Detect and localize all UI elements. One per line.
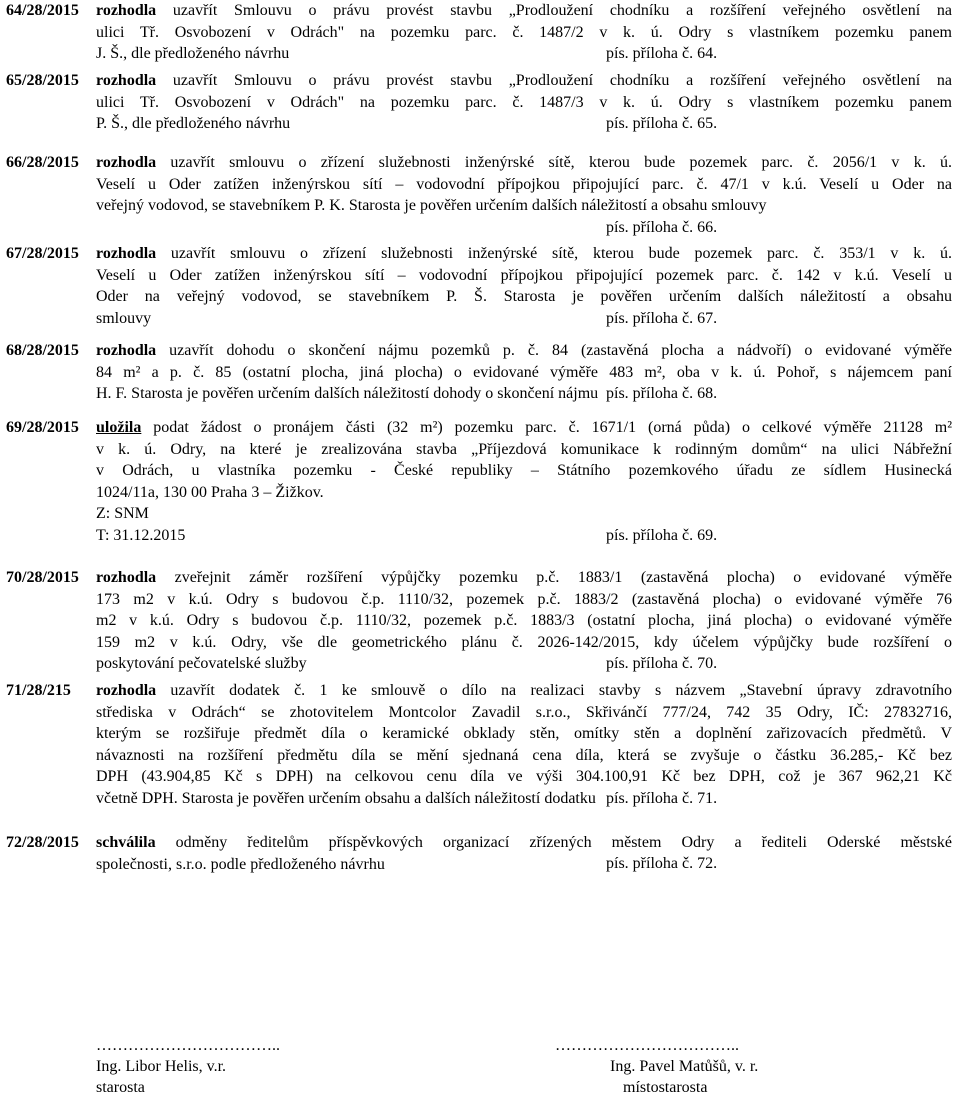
resolution-line: Veselí u Oder zatížen inženýrskou sítí – vodovodní přípojkou připojující parc. č. 47/1 v k.ú. Veselí u Oder na: [96, 175, 952, 193]
resolution-line: T: 31.12.2015: [96, 526, 186, 544]
resolution-line: rozhodla uzavřít Smlouvu o právu provést stavbu „Prodloužení chodníku a rozšíření veřejného osvětlení na: [96, 2, 952, 19]
resolution-text: [96, 680, 952, 809]
resolution-line: rozhodla uzavřít smlouvu o zřízení služebnosti inženýrské sítě, kterou bude pozemek parc. č. 353/1 v k. ú.: [96, 245, 952, 262]
resolution-number: 72/28/2015: [6, 834, 79, 851]
attachment-reference: pís. příloha č. 64.: [606, 45, 718, 62]
resolution-line: H. F. Starosta je pověřen určením dalších náležitostí dohody o skončení nájmu: [96, 385, 599, 402]
attachment-reference: pís. příloha č. 65.: [606, 115, 718, 132]
resolution-line: DPH (43.904,85 Kč s DPH) na celkovou cenu díla ve výši 304.100,91 Kč bez DPH, což je 367 962,21 Kč: [96, 768, 952, 785]
resolution-line: Veselí u Oder zatížen inženýrskou sítí – vodovodní přípojkou připojující pozemek parc. č. 142 v k.ú. Veselí u: [96, 266, 952, 284]
resolution-line: schválila odměny ředitelům příspěvkových organizací zřízených městem Odry a řediteli Oderské městské: [96, 834, 952, 851]
resolution-line: Z: SNM: [96, 505, 149, 522]
resolution-number: 64/28/2015: [6, 2, 79, 19]
signature-block-mayor: [96, 1035, 280, 1098]
resolution-number: 71/28/215: [6, 682, 71, 699]
resolution-text: [96, 567, 952, 675]
resolution-verb: rozhodla: [96, 682, 157, 699]
resolution-line: rozhodla uzavřít smlouvu o zřízení služebnosti inženýrské sítě, kterou bude pozemek parc. č. 2056/1 v k. ú.: [96, 154, 952, 171]
resolution-number: 69/28/2015: [6, 419, 79, 436]
resolution-line: 159 m2 v k.ú. Odry, vše dle geometrického plánu č. 2026-142/2015, kdy účelem výpůjčky bude rozšíření o: [96, 633, 952, 651]
resolution-line: 84 m² a p. č. 85 (ostatní plocha, jiná plocha) o evidované výměře 483 m², oba v k. ú. Pohoř, s nájemcem paní: [96, 363, 952, 381]
resolution-line: veřejný vodovod, se stavebníkem P. K. Starosta je pověřen určením dalších náležitostí a obsahu smlouvy: [96, 197, 767, 214]
resolution-line: rozhodla uzavřít dodatek č. 1 ke smlouvě o dílo na realizaci stavby s názvem „Stavební úpravy zdravotního: [96, 682, 952, 699]
attachment-reference: pís. příloha č. 72.: [606, 855, 718, 872]
resolution-line: střediska v Odrách“ se zhotovitelem Montcolor Zavadil s.r.o., Skřivánčí 777/24, 742 35 Odry, IČ: 27832716,: [96, 703, 952, 721]
attachment-reference: pís. příloha č. 68.: [606, 385, 718, 402]
resolution-number: 68/28/2015: [6, 342, 79, 359]
resolution-line: rozhodla uzavřít dohodu o skončení nájmu pozemků p. č. 84 (zastavěná plocha a nádvoří) o evidované výměře: [96, 342, 952, 359]
attachment-reference: pís. příloha č. 70.: [606, 655, 718, 672]
resolution-text: [96, 0, 952, 65]
signature-block-deputy-mayor: [555, 1035, 758, 1098]
resolution-line: rozhodla zveřejnit záměr rozšíření výpůjčky pozemku p.č. 1883/1 (zastavěná plocha) o evidované výměře: [96, 569, 952, 586]
resolution-verb: rozhodla: [96, 342, 157, 359]
resolution-verb: uložila: [96, 419, 142, 436]
signature-line: ……………………………..: [555, 1037, 739, 1054]
attachment-reference: pís. příloha č. 69.: [606, 527, 718, 544]
resolution-line: uložila podat žádost o pronájem části (32 m²) pozemku parc. č. 1671/1 (orná půda) o celkové výměře 21128 m²: [96, 419, 952, 436]
resolution-line: rozhodla uzavřít Smlouvu o právu provést stavbu „Prodloužení chodníku a rozšíření veřejného osvětlení na: [96, 72, 952, 89]
resolution-line: P. Š., dle předloženého návrhu: [96, 115, 291, 132]
resolution-line: smlouvy: [96, 309, 152, 327]
resolution-text: [96, 243, 952, 329]
attachment-reference: pís. příloha č. 71.: [606, 790, 718, 807]
resolution-number: 66/28/2015: [6, 154, 79, 171]
resolution-line: včetně DPH. Starosta je pověřen určením obsahu a dalších náležitostí dodatku: [96, 789, 596, 807]
signature-line: ……………………………..: [96, 1037, 280, 1054]
resolution-text: [96, 832, 952, 875]
resolution-verb: rozhodla: [96, 2, 157, 19]
resolution-verb: schválila: [96, 834, 156, 851]
resolution-line: v k. ú. Odry, na které je zrealizována stavba „Příjezdová komunikace k rodinným domům“ na ulici Nábřežní: [96, 440, 952, 458]
resolution-text: [96, 417, 952, 546]
resolution-line: 1024/11a, 130 00 Praha 3 – Žižkov.: [96, 483, 324, 501]
resolution-line: společnosti, s.r.o. podle předloženého návrhu: [96, 855, 385, 873]
attachment-reference: pís. příloha č. 67.: [606, 310, 718, 327]
resolution-text: [96, 340, 952, 405]
resolution-line: 173 m2 v k.ú. Odry s budovou č.p. 1110/32, pozemek p.č. 1883/2 (zastavěná plocha) o evidované výměře 76: [96, 590, 952, 608]
resolution-verb: rozhodla: [96, 154, 157, 171]
resolution-line: v Odrách, u vlastníka pozemku - České republiky – Státního pozemkového úřadu ze sídlem Husinecká: [96, 462, 952, 479]
signatory-name: Ing. Pavel Matůšů, v. r.: [610, 1058, 759, 1075]
signatory-role: starosta: [96, 1079, 145, 1096]
signatory-name: Ing. Libor Helis, v.r.: [96, 1058, 227, 1075]
resolution-line: návaznosti na rozšíření předmětu díla se mění sjednaná cena díla, která se zvyšuje o částku 36.285,- Kč bez: [96, 746, 952, 764]
resolution-line: poskytování pečovatelské služby: [96, 655, 307, 672]
resolution-line: Oder na veřejný vodovod, se stavebníkem P. Š. Starosta je pověřen určením dalších náležitostí a obsahu: [96, 288, 952, 305]
resolution-text: [96, 70, 952, 135]
resolution-verb: rozhodla: [96, 569, 157, 586]
resolution-line: ulici Tř. Osvobození v Odrách" na pozemku parc. č. 1487/3 v k. ú. Odry s vlastníkem pozemku panem: [96, 93, 952, 111]
resolution-line: ulici Tř. Osvobození v Odrách" na pozemku parc. č. 1487/2 v k. ú. Odry s vlastníkem pozemku panem: [96, 23, 952, 41]
signatory-role: místostarosta: [623, 1079, 708, 1096]
resolution-verb: rozhodla: [96, 245, 157, 262]
attachment-reference: pís. příloha č. 66.: [606, 219, 718, 236]
resolution-line: J. Š., dle předloženého návrhu: [96, 45, 290, 62]
resolution-number: 65/28/2015: [6, 72, 79, 89]
resolution-line: m2 v k.ú. Odry s budovou č.p. 1110/32, pozemek p.č. 1883/3 (ostatní plocha, jiná plocha) o evidované výměře: [96, 612, 952, 629]
resolution-number: 67/28/2015: [6, 245, 79, 262]
resolution-line: kterým se rozšiřuje předmět díla o keramické obklady stěn, omítky stěn a doplnění zařizovacích předmětů. V: [96, 725, 952, 742]
resolution-text: [96, 152, 952, 217]
resolution-verb: rozhodla: [96, 72, 157, 89]
resolution-number: 70/28/2015: [6, 569, 79, 586]
